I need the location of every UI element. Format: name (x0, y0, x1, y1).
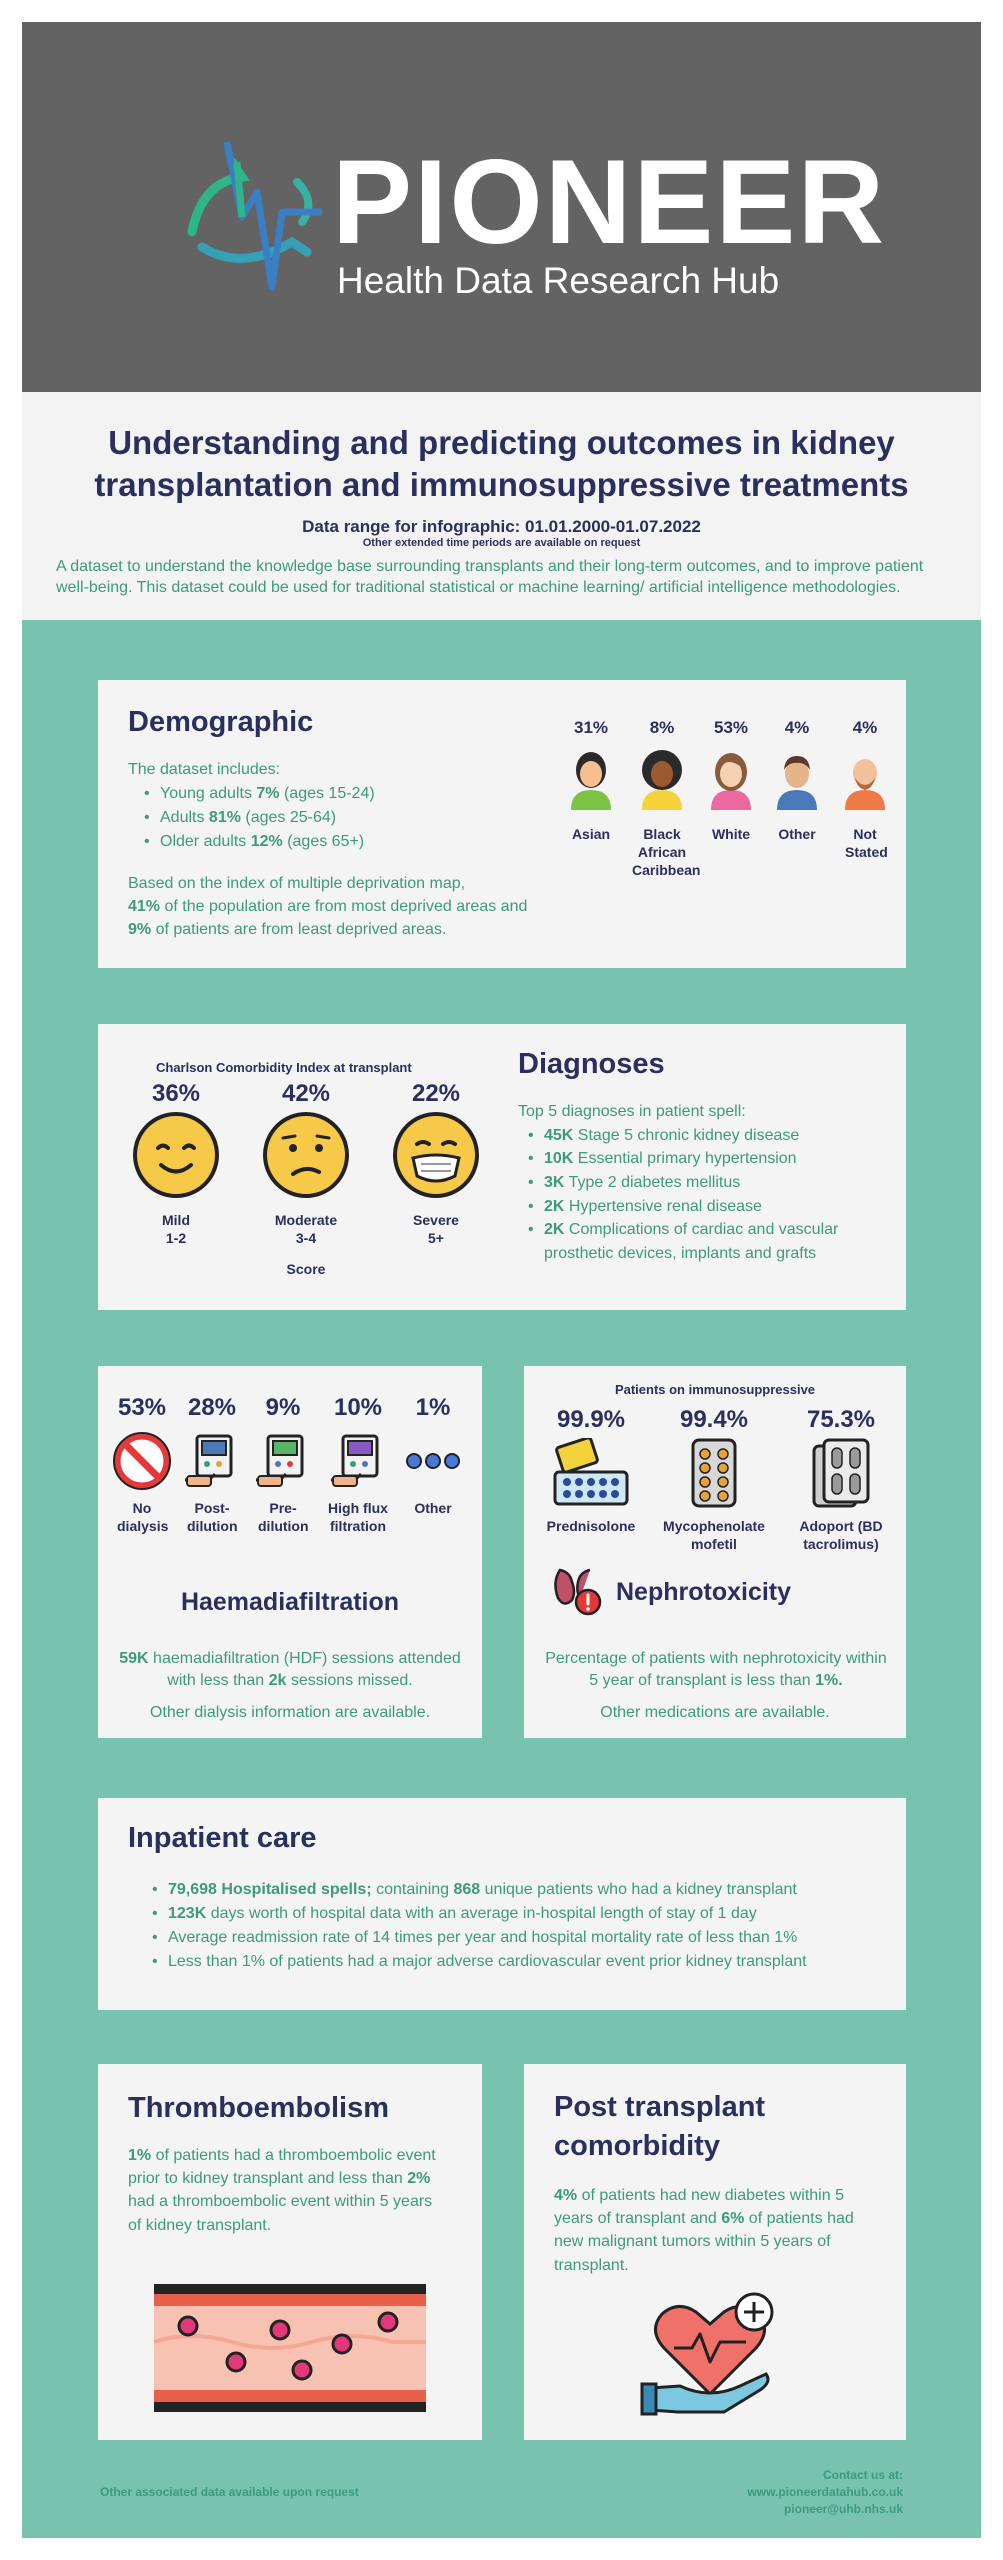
diagnoses-heading: Diagnoses (518, 1048, 665, 1080)
logo-subtitle: Health Data Research Hub (337, 260, 780, 301)
dialysis-machine-icon (329, 1432, 387, 1490)
haemo-high-flux: 10% High flux filtration (328, 1394, 388, 1535)
immuno-mycophenolate: 99.4% Mycophenolate mofetil (663, 1406, 765, 1553)
more-dots-icon (404, 1432, 462, 1490)
ethnicity-not-stated: 4% Not Stated (832, 718, 898, 861)
charlson-diagnoses-card (98, 1024, 906, 1310)
deprivation-text: Based on the index of multiple deprivation map, 41% of the population are from most deprived areas and 9% of patients are from least deprived areas. (128, 875, 528, 939)
list-item: • 123K days worth of hospital data with an average in-hospital length of stay of 1 day (150, 1902, 890, 1926)
haemo-pre-dilution: 9% Pre-dilution (248, 1394, 318, 1535)
post-transplant-card (524, 2064, 906, 2440)
demographic-heading: Demographic (128, 706, 314, 738)
footer-note: Other associated data available upon request (100, 2485, 359, 2499)
person-white-icon (703, 746, 759, 810)
haemo-post-dilution: 28% Post-dilution (176, 1394, 248, 1535)
list-item: • Older adults 12% (ages 65+) (142, 830, 548, 854)
happy-face-icon (131, 1110, 221, 1200)
inpatient-heading: Inpatient care (128, 1822, 317, 1854)
thrombo-heading: Thromboembolism (128, 2092, 390, 2124)
list-item: • Adults 81% (ages 25-64) (142, 806, 548, 830)
list-item: • 3K Type 2 diabetes mellitus (526, 1171, 878, 1195)
capsule-pack-icon (806, 1438, 876, 1508)
footer-contact: Contact us at: www.pioneerdatahub.co.uk pioneer@uhb.nhs.uk (747, 2468, 903, 2516)
logo (182, 122, 887, 322)
data-range: Data range for infographic: 01.01.2000-01.07.2022 (302, 517, 701, 537)
pill-pack-icon (679, 1438, 749, 1508)
list-item: • Average readmission rate of 14 times per year and hospital mortality rate of less than 1% (150, 1926, 890, 1950)
post-heading: Post transplant comorbidity (554, 2091, 766, 2163)
charlson-moderate: 42% Moderate 3-4 (256, 1080, 356, 1247)
haemo-other-info: Other dialysis information are available. (149, 1704, 431, 1721)
charlson-title: Charlson Comorbidity Index at transplant (156, 1060, 412, 1075)
pill-blister-icon (551, 1438, 631, 1508)
dialysis-machine-icon (254, 1432, 312, 1490)
nephro-heading: Nephrotoxicity (616, 1578, 792, 1606)
person-black-icon (634, 746, 690, 810)
page-title (22, 392, 981, 505)
list-item: • 10K Essential primary hypertension (526, 1147, 878, 1171)
list-item: • Young adults 7% (ages 15-24) (142, 782, 548, 806)
diagnoses-intro: Top 5 diagnoses in patient spell: (518, 1103, 746, 1120)
data-range-note: Other extended time periods are available on request (362, 537, 641, 550)
list-item: • Less than 1% of patients had a major adverse cardiovascular event prior kidney transplant (150, 1950, 890, 1974)
haemo-sessions-text: 59K haemadiafiltration (HDF) sessions attended with less than 2k sessions missed. (119, 1650, 461, 1690)
email-link[interactable]: pioneer@uhb.nhs.uk (783, 2501, 903, 2516)
immuno-nephro-card (524, 1366, 906, 1738)
immuno-adoport: 75.3% Adoport (BD tacrolimus) (799, 1406, 883, 1553)
immuno-title: Patients on immunosuppressive (614, 1382, 816, 1397)
kidney-warning-icon (550, 1562, 606, 1618)
list-item: • 79,698 Hospitalised spells; containing 868 unique patients who had a kidney transplant (150, 1878, 890, 1902)
title-line-2: transplantation and immunosuppressive treatments (94, 465, 909, 503)
demographic-card (98, 680, 906, 968)
demographic-text (128, 758, 548, 942)
thromboembolism-card (98, 2064, 482, 2440)
title-section (22, 392, 981, 620)
ethnicity-white: 53% White (698, 718, 764, 843)
nephro-text: Percentage of patients with nephrotoxicity within 5 year of transplant is less than 1%. (545, 1650, 887, 1690)
age-list (142, 782, 548, 854)
blood-vessel-icon (152, 2282, 428, 2414)
ethnicity-asian: 31% Asian (558, 718, 624, 843)
charlson-mild: 36% Mild 1-2 (126, 1080, 226, 1247)
person-asian-icon (563, 746, 619, 810)
inpatient-list (150, 1878, 890, 1974)
list-item: • 2K Complications of cardiac and vascular prosthetic devices, implants and grafts (526, 1218, 878, 1265)
diagnoses-text (518, 1100, 878, 1266)
no-entry-icon (113, 1432, 171, 1490)
person-other-icon (769, 746, 825, 810)
title-line-1: Understanding and predicting outcomes in kidney (108, 424, 895, 461)
ethnicity-other: 4% Other (764, 718, 830, 843)
website-link[interactable]: www.pioneerdatahub.co.uk (747, 2484, 903, 2499)
inpatient-card (98, 1798, 906, 2010)
haemo-other: 1% Other (400, 1394, 466, 1517)
haemo-heading: Haemadiafiltration (180, 1588, 400, 1616)
person-not-stated-icon (837, 746, 893, 810)
heart-in-hand-icon (640, 2290, 780, 2420)
charlson-severe: 22% Severe 5+ (386, 1080, 486, 1247)
diagnoses-list (526, 1124, 878, 1266)
demographic-includes: The dataset includes: (128, 761, 281, 778)
worried-face-icon (261, 1110, 351, 1200)
haemo-no-dialysis: 53% No dialysis (108, 1394, 176, 1535)
post-text: 4% of patients had new diabetes within 5 years of transplant and 6% of patients had new malignant tumors within 5 years of transplant. (554, 2187, 854, 2274)
immuno-prednisolone: 99.9% Prednisolone (546, 1406, 636, 1534)
logo-wordmark: PIONEER (332, 135, 887, 269)
nephro-other-info: Other medications are available. (600, 1704, 830, 1721)
charlson-score-label: Score (286, 1261, 326, 1277)
header-banner (22, 22, 981, 392)
dialysis-machine-icon (183, 1432, 241, 1490)
list-item: • 2K Hypertensive renal disease (526, 1195, 878, 1219)
pioneer-emblem-icon (182, 122, 332, 322)
masked-face-icon (391, 1110, 481, 1200)
haemadiafiltration-card (98, 1366, 482, 1738)
infographic (22, 22, 981, 2538)
intro-text: A dataset to understand the knowledge base surrounding transplants and their long-term outcomes, and to improve patient well-being. This dataset could be used for traditional statistical or machine learning/ artificial intelligence methodologies. (56, 558, 924, 596)
thrombo-text: 1% of patients had a thromboembolic event prior to kidney transplant and less than 2% had a thromboembolic event within 5 years of kidney transplant. (128, 2147, 436, 2234)
list-item: • 45K Stage 5 chronic kidney disease (526, 1124, 878, 1148)
ethnicity-black: 8% Black African Caribbean (632, 718, 701, 879)
